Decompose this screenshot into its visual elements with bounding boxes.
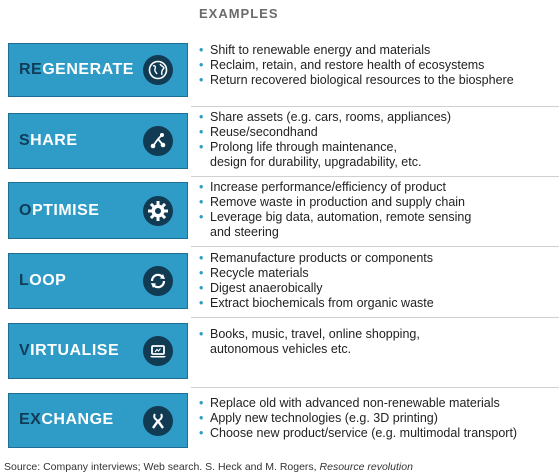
virtualise-lead: V (19, 342, 31, 359)
list-item: • Prolong life through maintenance, (199, 140, 451, 155)
share-bullets (199, 110, 451, 170)
regenerate-bullets (199, 43, 514, 88)
regenerate-rest: GENERATE (42, 61, 134, 78)
share-label (19, 132, 78, 150)
loop-bullets (199, 251, 434, 311)
list-item: • Shift to renewable energy and materials (199, 43, 514, 58)
regenerate-block (8, 43, 188, 97)
list-item: • Books, music, travel, online shopping, (199, 327, 420, 342)
list-item: • Leverage big data, automation, remote sensing (199, 210, 471, 225)
exchange-bullets (199, 396, 517, 441)
loop-lead: L (19, 272, 30, 289)
laptop-icon (143, 336, 173, 366)
divider (191, 317, 559, 318)
list-item: • Increase performance/efficiency of product (199, 180, 471, 195)
list-item: • Choose new product/service (e.g. multimodal transport) (199, 426, 517, 441)
virtualise-bullets (199, 327, 420, 357)
source-italic: Resource revolution (319, 461, 413, 473)
list-item: • Reuse/secondhand (199, 125, 451, 140)
ribbon-icon (143, 406, 173, 436)
list-item: autonomous vehicles etc. (210, 342, 352, 356)
loop-rest: OOP (29, 272, 67, 289)
optimise-rest: PTIMISE (31, 202, 100, 219)
list-item: • Replace old with advanced non-renewable materials (199, 396, 517, 411)
source-text: Source: Company interviews; Web search. S. Heck and M. Rogers, (4, 461, 320, 473)
list-item: • Reclaim, retain, and restore health of ecosystems (199, 58, 514, 73)
divider (191, 176, 559, 177)
share-block (8, 113, 188, 169)
optimise-lead: O (19, 202, 32, 219)
examples-header: EXAMPLES (199, 6, 279, 21)
globe-icon (143, 55, 173, 85)
virtualise-block (8, 323, 188, 379)
loop-label (19, 272, 66, 290)
divider (191, 387, 559, 388)
exchange-lead: EX (19, 411, 42, 428)
optimise-label (19, 202, 99, 220)
list-item: • Extract biochemicals from organic waste (199, 296, 434, 311)
list-item: design for durability, upgradability, etc. (210, 155, 422, 169)
loop-icon (143, 266, 173, 296)
loop-block (8, 253, 188, 309)
list-item: • Return recovered biological resources to the biosphere (199, 73, 514, 88)
list-item: and steering (210, 225, 279, 239)
optimise-bullets (199, 180, 471, 240)
share-rest: HARE (30, 132, 78, 149)
regenerate-lead: RE (19, 61, 43, 78)
list-item: • Digest anaerobically (199, 281, 434, 296)
exchange-block (8, 393, 188, 448)
list-item: • Share assets (e.g. cars, rooms, appliances) (199, 110, 451, 125)
share-lead: S (19, 132, 31, 149)
list-item: • Recycle materials (199, 266, 434, 281)
gear-icon (143, 196, 173, 226)
list-item: • Remove waste in production and supply chain (199, 195, 471, 210)
list-item: • Apply new technologies (e.g. 3D printing) (199, 411, 517, 426)
exchange-label (19, 411, 114, 429)
divider (191, 106, 559, 107)
regenerate-label (19, 61, 134, 79)
list-item: • Remanufacture products or components (199, 251, 434, 266)
exchange-rest: CHANGE (41, 411, 114, 428)
optimise-block (8, 182, 188, 239)
share-icon (143, 126, 173, 156)
virtualise-label (19, 342, 119, 360)
divider (191, 246, 559, 247)
source-note (4, 461, 413, 473)
virtualise-rest: IRTUALISE (30, 342, 120, 359)
